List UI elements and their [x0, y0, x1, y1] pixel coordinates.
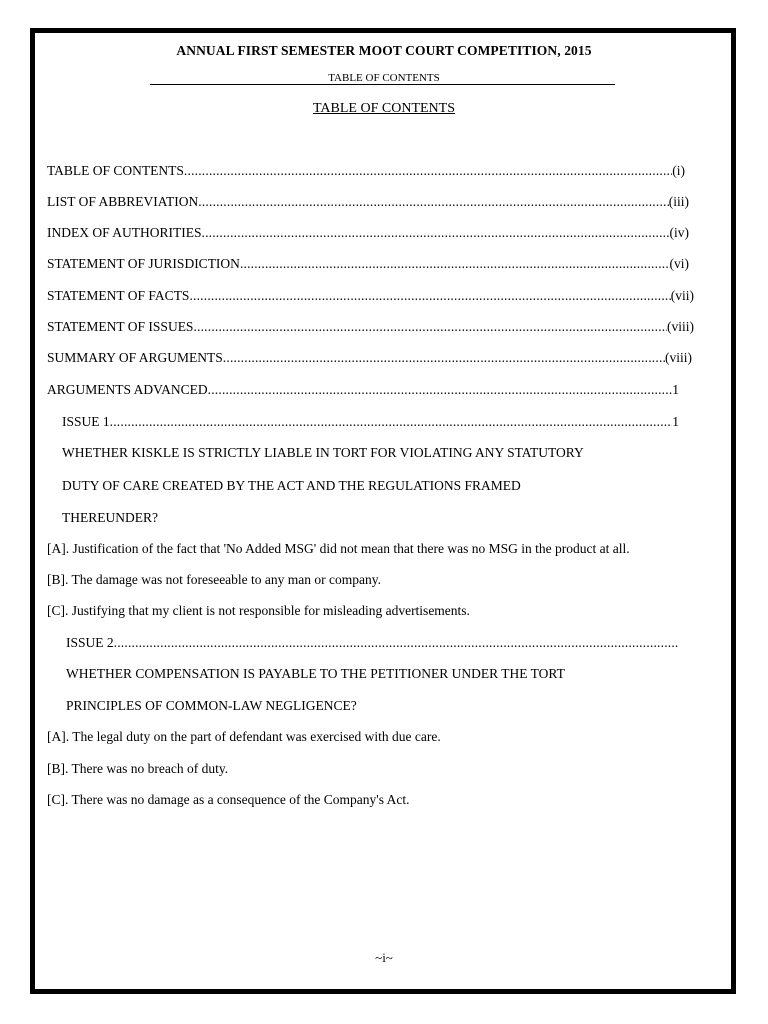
toc-entry-page: (viii)	[667, 319, 694, 334]
toc-leader-dots	[223, 349, 665, 367]
toc-entry-page: (iv)	[669, 225, 689, 240]
toc-entry-page: 1	[672, 414, 679, 429]
toc-entry-arguments-advanced[interactable]	[47, 381, 679, 399]
toc-heading: TABLE OF CONTENTS	[313, 101, 455, 116]
toc-entry-label: STATEMENT OF FACTS	[47, 288, 190, 303]
toc-entry-label: ISSUE 1	[62, 414, 110, 429]
toc-entry-label: LIST OF ABBREVIATION	[47, 194, 199, 209]
issue-2-question-line: PRINCIPLES OF COMMON-LAW NEGLIGENCE?	[66, 698, 357, 713]
page-number: ~i~	[375, 950, 393, 965]
toc-entry-label: TABLE OF CONTENTS	[47, 163, 184, 178]
toc-entry-issue-2[interactable]	[66, 634, 678, 652]
header-rule	[150, 84, 615, 85]
toc-entry-issue-1[interactable]	[62, 413, 679, 431]
issue-1-question-line: DUTY OF CARE CREATED BY THE ACT AND THE REGULATIONS FRAMED	[62, 478, 521, 493]
toc-entry-list-of-abbreviation[interactable]	[47, 193, 689, 211]
toc-entry-page: (viii)	[665, 350, 692, 365]
issue-1-question-line: WHETHER KISKLE IS STRICTLY LIABLE IN TORT FOR VIOLATING ANY STATUTORY	[62, 445, 584, 460]
toc-leader-dots	[184, 162, 672, 180]
toc-entry-statement-of-jurisdiction[interactable]	[47, 255, 689, 273]
toc-entry-label: ISSUE 2	[66, 635, 114, 650]
toc-entry-index-of-authorities[interactable]	[47, 224, 689, 242]
issue-2-point-c[interactable]: [C]. There was no damage as a consequence of the Company's Act.	[47, 792, 410, 807]
toc-leader-dots	[240, 255, 670, 273]
toc-entry-label: STATEMENT OF JURISDICTION	[47, 256, 240, 271]
toc-leader-dots	[189, 287, 670, 305]
document-header-subtitle: TABLE OF CONTENTS	[328, 72, 440, 84]
toc-leader-dots	[193, 318, 667, 336]
toc-entry-statement-of-facts[interactable]	[47, 287, 694, 305]
toc-entry-summary-of-arguments[interactable]	[47, 349, 692, 367]
toc-entry-label: INDEX OF AUTHORITIES	[47, 225, 202, 240]
toc-entry-label: STATEMENT OF ISSUES	[47, 319, 194, 334]
toc-entry-page: (vi)	[669, 256, 689, 271]
issue-1-point-a[interactable]: [A]. Justification of the fact that 'No Added MSG' did not mean that there was no MSG in the product at all.	[47, 541, 630, 556]
issue-2-point-b[interactable]: [B]. There was no breach of duty.	[47, 761, 229, 776]
toc-leader-dots	[202, 224, 670, 242]
document-header-title: ANNUAL FIRST SEMESTER MOOT COURT COMPETITION, 2015	[176, 43, 592, 58]
toc-leader-dots	[110, 413, 673, 431]
toc-entry-statement-of-issues[interactable]	[47, 318, 694, 336]
toc-leader-dots	[114, 634, 678, 652]
toc-entry-page: (vii)	[670, 288, 694, 303]
toc-entry-page: (i)	[672, 163, 685, 178]
issue-2-question-line: WHETHER COMPENSATION IS PAYABLE TO THE PETITIONER UNDER THE TORT	[66, 666, 565, 681]
toc-entry-page: 1	[672, 382, 679, 397]
issue-1-question-line: THEREUNDER?	[62, 510, 158, 525]
toc-entry-label: SUMMARY OF ARGUMENTS	[47, 350, 223, 365]
toc-entry-page: (iii)	[668, 194, 689, 209]
issue-2-point-a[interactable]: [A]. The legal duty on the part of defendant was exercised with due care.	[47, 729, 441, 744]
toc-entry-label: ARGUMENTS ADVANCED	[47, 382, 208, 397]
toc-leader-dots	[198, 193, 668, 211]
toc-leader-dots	[208, 381, 673, 399]
issue-1-point-c[interactable]: [C]. Justifying that my client is not responsible for misleading advertisements.	[47, 603, 470, 618]
issue-1-point-b[interactable]: [B]. The damage was not foreseeable to any man or company.	[47, 572, 382, 587]
toc-entry-table-of-contents[interactable]	[47, 162, 685, 180]
